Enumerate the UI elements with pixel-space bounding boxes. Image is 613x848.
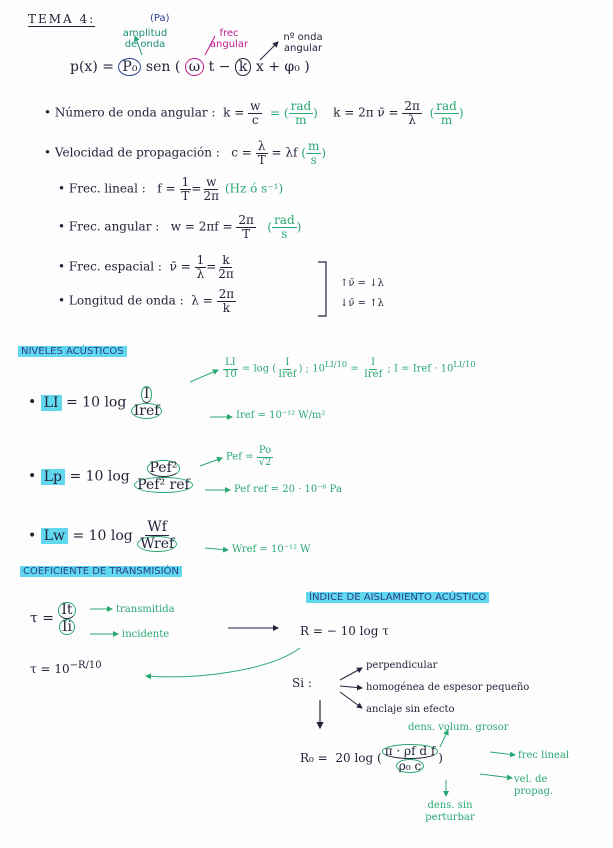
lw-formula: • Lw = 10 log $\frac{Wf}{\text{Wref}}$ bbox=[28, 520, 177, 552]
def-angular-frequency: • Frec. angular : w = 2πf = $\frac{2\pi}{T}$ ( $\frac{\text{rad}}{s}$ ) bbox=[58, 213, 302, 241]
amplitude-symbol: P₀ bbox=[118, 58, 141, 76]
tau-formula: τ = $\frac{It}{Ii}$ bbox=[30, 602, 76, 635]
li-symbol: LI bbox=[41, 395, 62, 411]
r-formula: R = − 10 log τ bbox=[300, 624, 389, 638]
condition-homogeneous: homogénea de espesor pequeño bbox=[366, 682, 530, 693]
heading-aislamiento: ÍNDICE DE AISLAMIENTO ACÚSTICO bbox=[306, 592, 489, 603]
li-relation: $\frac{LI}{10}$ = log ( $\frac{I}{\text{Iref}}$ ) ; $10^{LI/10}$ = $\frac{I}{\text{Iref}}$ ; I = Iref · $10^{LI/10}$ bbox=[224, 357, 476, 380]
time-term: t − bbox=[208, 59, 231, 75]
heading-transmision: COEFICIENTE DE TRANSMISIÓN bbox=[20, 566, 182, 577]
def-velocity: • Velocidad de propagación : c = $\frac{\lambda}{T}$ = λf ( $\frac{m}{s}$ ) bbox=[44, 139, 327, 167]
amplitude-label: amplitud de onda bbox=[122, 28, 168, 50]
def-spatial-frequency: • Frec. espacial : ν̄ = $\frac{1}{\lambda}$ = $\frac{k}{2\pi}$ bbox=[58, 253, 234, 281]
incident-label: incidente bbox=[122, 629, 170, 640]
lp-formula: • Lp = 10 log $\frac{\text{Pef²}}{\text{Pef² ref}}$ bbox=[28, 460, 193, 493]
wave-equation bbox=[70, 58, 310, 76]
def-linear-frequency: • Frec. lineal : f = $\frac{1}{T}$ = $\frac{w}{2\pi}$ (Hz ó s⁻¹) bbox=[58, 175, 284, 203]
lp-symbol: Lp bbox=[41, 469, 65, 485]
lw-reference: Wref = 10⁻¹² W bbox=[232, 544, 311, 555]
page-title: TEMA 4: bbox=[28, 12, 96, 26]
note-linear-frequency: frec lineal bbox=[518, 750, 570, 761]
def-wavelength: • Longitud de onda : λ = $\frac{2\pi}{k}$ bbox=[58, 287, 235, 315]
transmitted-label: transmitida bbox=[116, 604, 175, 615]
lp-pef: Pef = $\frac{Po}{√2}$ bbox=[226, 445, 272, 468]
pa-unit: (Pa) bbox=[150, 13, 170, 24]
li-formula: • LI = 10 log $\frac{I}{\text{Iref}}$ bbox=[28, 386, 162, 419]
heading-niveles: NIVELES ACÚSTICOS bbox=[18, 346, 127, 357]
sen-function: sen ( bbox=[145, 59, 181, 75]
si-conditions-label: Si : bbox=[292, 676, 312, 690]
def-wave-number: • Número de onda angular : k = $\frac{w}{c}$ = ( $\frac{\text{rad}}{m}$ ) k = 2π ν̄ = $\frac{2\pi}{\lambda}$ ( $\frac{\text{rad}}{m}$ ) bbox=[44, 99, 464, 127]
angular-frequency-label: frec angular bbox=[209, 28, 249, 50]
bracket-relation-2: ↓ν̄ = ↑λ bbox=[340, 298, 384, 309]
r0-formula: R₀ = 20 log ( $\frac{\text{π · ρf d f}}{\text{ρ₀ c}}$ ) bbox=[300, 744, 443, 773]
note-density-thickness: dens. volum. grosor bbox=[408, 722, 509, 733]
omega-symbol: ω bbox=[185, 58, 204, 76]
condition-perpendicular: perpendicular bbox=[366, 660, 438, 671]
note-propagation-velocity: vel. de propag. bbox=[514, 774, 554, 797]
bracket-relation-1: ↑ν̄ = ↓λ bbox=[340, 278, 384, 289]
condition-anchor: anclaje sin efecto bbox=[366, 704, 455, 715]
k-symbol: k bbox=[235, 58, 251, 76]
lp-reference: Pef ref = 20 · 10⁻⁶ Pa bbox=[234, 484, 342, 495]
note-unperturbed-density: dens. sin perturbar bbox=[425, 800, 475, 823]
tau-inverse: $\tau = 10^{-R/10}$ bbox=[30, 660, 102, 676]
lw-symbol: Lw bbox=[41, 528, 68, 544]
wave-rest: x + φ₀ ) bbox=[255, 59, 310, 75]
wave-number-label: nº onda angular bbox=[283, 32, 323, 54]
wave-lhs: p(x) = bbox=[70, 59, 114, 75]
li-reference: Iref = 10⁻¹² W/m² bbox=[236, 410, 326, 421]
